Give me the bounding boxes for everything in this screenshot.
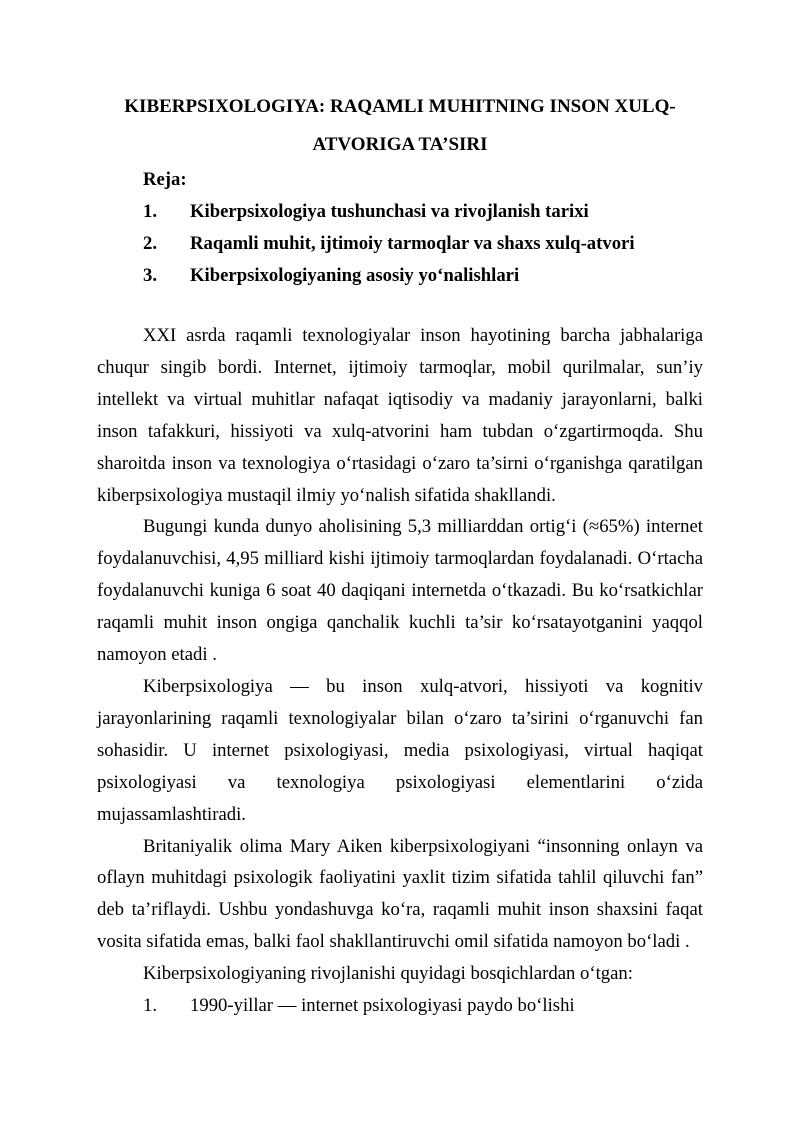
- plan-item-3: [97, 260, 703, 292]
- plan-item-1: [97, 196, 703, 228]
- plan-item-2-number: 2.: [143, 233, 158, 254]
- stage-item-1-number: 1.: [143, 995, 158, 1017]
- plan-item-1-number: 1.: [143, 201, 158, 222]
- document-body: [97, 320, 703, 1022]
- paragraph-definition: Kiberpsixologiya — bu inson xulq-atvori, hissiyoti va kognitiv jarayonlarining raqamli texnologiyalar bilan o‘zaro ta’sirini o‘rganuvchi fan sohasidir. U internet psixologiyasi, media psixologiyasi, virtual haqiqat psixologiyasi va texnologiya psixologiyasi elementlarini o‘zida mujassamlashtiradi.: [97, 675, 703, 825]
- plan-item-2: [97, 228, 703, 260]
- plan-item-3-text: Kiberpsixologiyaning asosiy yo‘nalishlari: [190, 265, 520, 286]
- plan-heading: Reja:: [143, 169, 187, 190]
- plan-item-2-text: Raqamli muhit, ijtimoiy tarmoqlar va shaxs xulq-atvori: [190, 233, 635, 254]
- paragraph-statistics: Bugungi kunda dunyo aholisining 5,3 milliarddan ortig‘i (≈65%) internet foydalanuvchisi, 4,95 milliard kishi ijtimoiy tarmoqlardan foydalanadi. O‘rtacha foydalanuvchi kuniga 6 soat 40 daqiqani internetda o‘tkazadi. Bu ko‘rsatkichlar raqamli muhit inson ongiga qanchalik kuchli ta’sir ko‘rsatayotganini yaqqol namoyon etadi .: [97, 516, 703, 666]
- document-title: [97, 88, 703, 164]
- plan-item-1-text: Kiberpsixologiya tushunchasi va rivojlanish tarixi: [190, 201, 589, 222]
- document-title-line-2: ATVORIGA TA’SIRI: [312, 134, 488, 155]
- document-title-line-1: KIBERPSIXOLOGIYA: RAQAMLI MUHITNING INSON XULQ-: [124, 96, 676, 117]
- stage-item-1: [97, 990, 703, 1022]
- paragraph-intro: XXI asrda raqamli texnologiyalar inson hayotining barcha jabhalariga chuqur singib bordi. Internet, ijtimoiy tarmoqlar, mobil qurilmalar, sun’iy intellekt va virtual muhitlar nafaqat iqtisodiy va madaniy jarayonlarni, balki inson tafakkuri, hissiyoti va xulq-atvorini ham tubdan o‘zgartirmoqda. Shu sharoitda inson va texnologiya o‘rtasidagi o‘zaro ta’sirni o‘rganishga qaratilgan kiberpsixologiya mustaqil ilmiy yo‘nalish sifatida shakllandi.: [97, 325, 703, 506]
- stage-item-1-text: 1990-yillar — internet psixologiyasi paydo bo‘lishi: [190, 995, 575, 1017]
- paragraph-stages-intro: Kiberpsixologiyaning rivojlanishi quyidagi bosqichlardan o‘tgan:: [143, 963, 633, 985]
- plan-item-3-number: 3.: [143, 265, 158, 286]
- paragraph-mary-aiken: Britaniyalik olima Mary Aiken kiberpsixologiyani “insonning onlayn va oflayn muhitdagi psixologik faoliyatini yaxlit tizim sifatida tahlil qiluvchi fan” deb ta’riflaydi. Ushbu yondashuvga ko‘ra, raqamli muhit inson shaxsini faqat vosita sifatida emas, balki faol shakllantiruvchi omil sifatida namoyon bo‘ladi .: [97, 835, 703, 953]
